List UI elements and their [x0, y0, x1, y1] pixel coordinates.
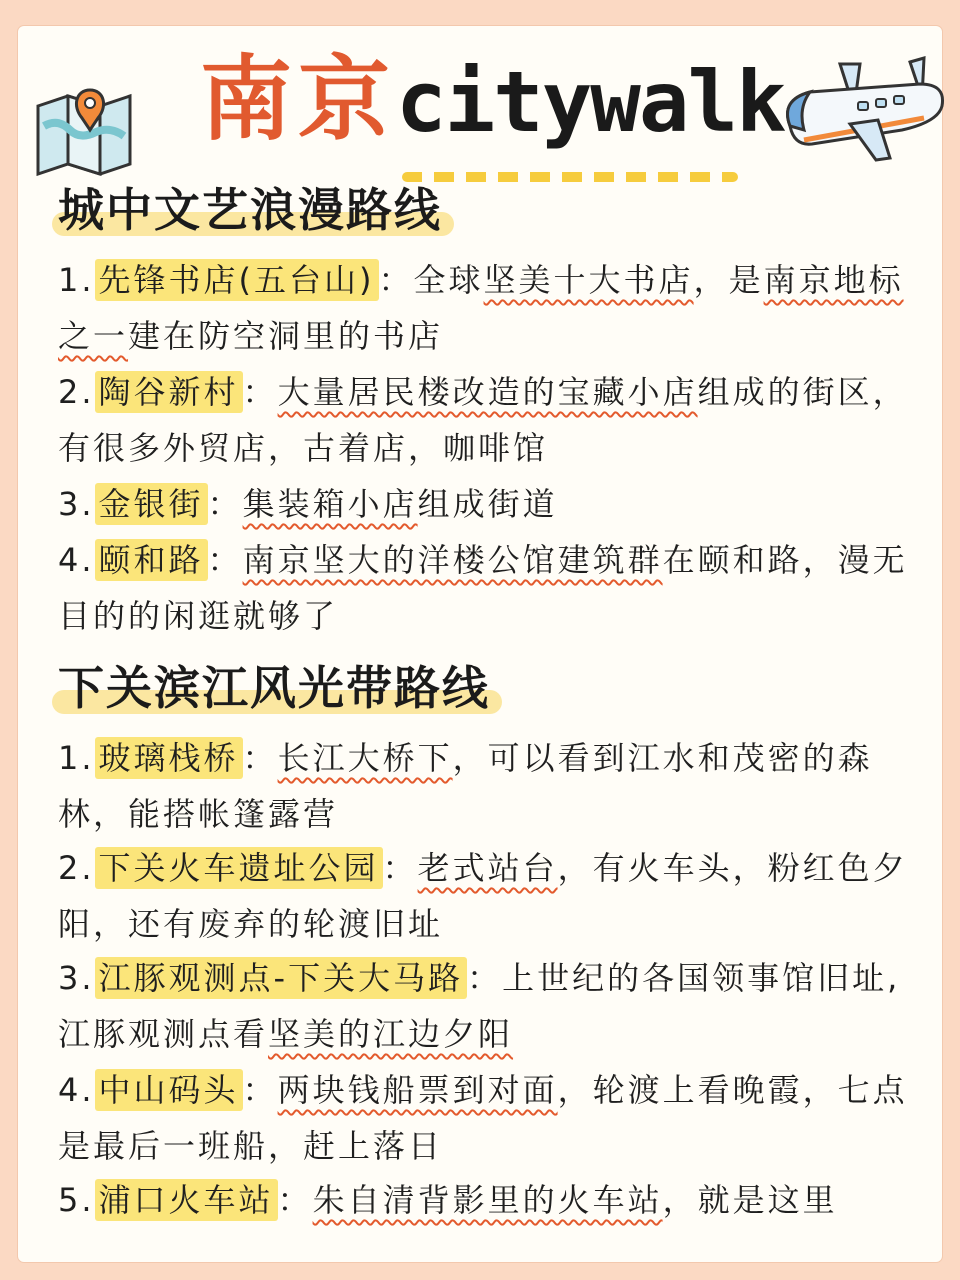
place-name: 先锋书店(五台山) [95, 259, 379, 301]
place-name: 颐和路 [95, 539, 208, 581]
header [0, 30, 960, 170]
place-name: 金银街 [95, 483, 208, 525]
list-item: 1. 玻璃栈桥 ：长江大桥下，可以看到江水和茂密的森林，能搭帐篷露营 [58, 739, 873, 833]
place-name: 玻璃栈桥 [95, 737, 243, 779]
title-chinese: 南京 [200, 46, 397, 153]
map-pin-icon [30, 86, 140, 176]
place-name: 江豚观测点-下关大马路 [95, 957, 468, 999]
list-item: 2. 下关火车遗址公园 ：老式站台，有火车头，粉红色夕阳，还有废弃的轮渡旧址 [58, 849, 908, 943]
list-item: 1. 先锋书店(五台山) ：全球坚美十大书店，是南京地标之一建在防空洞里的书店 [58, 261, 904, 355]
title-underline-dashes [402, 172, 738, 182]
section-title-2: 下关滨江风光带路线 [58, 660, 490, 716]
section-title-1: 城中文艺浪漫路线 [58, 182, 442, 238]
page-title [200, 46, 785, 153]
airplane-icon [770, 56, 950, 166]
title-english: citywalk [396, 53, 785, 151]
place-name: 中山码头 [95, 1069, 243, 1111]
list-item: 5. 浦口火车站 ：朱自清背影里的火车站，就是这里 [58, 1181, 838, 1219]
list-item: 4. 颐和路 ：南京坚大的洋楼公馆建筑群在颐和路，漫无目的的闲逛就够了 [58, 541, 908, 635]
place-name: 下关火车遗址公园 [95, 847, 383, 889]
place-name: 陶谷新村 [95, 371, 243, 413]
list-item: 4. 中山码头 ：两块钱船票到对面，轮渡上看晚霞，七点是最后一班船，赶上落日 [58, 1071, 908, 1165]
place-name: 浦口火车站 [95, 1179, 278, 1221]
list-item: 3. 金银街 ：集装箱小店组成街道 [58, 485, 558, 523]
list-item: 3. 江豚观测点-下关大马路 ：上世纪的各国领事馆旧址,江豚观测点看坚美的江边夕阳 [58, 959, 901, 1053]
list-item: 2. 陶谷新村 ：大量居民楼改造的宝藏小店组成的街区，有很多外贸店，古着店，咖啡馆 [58, 373, 908, 467]
